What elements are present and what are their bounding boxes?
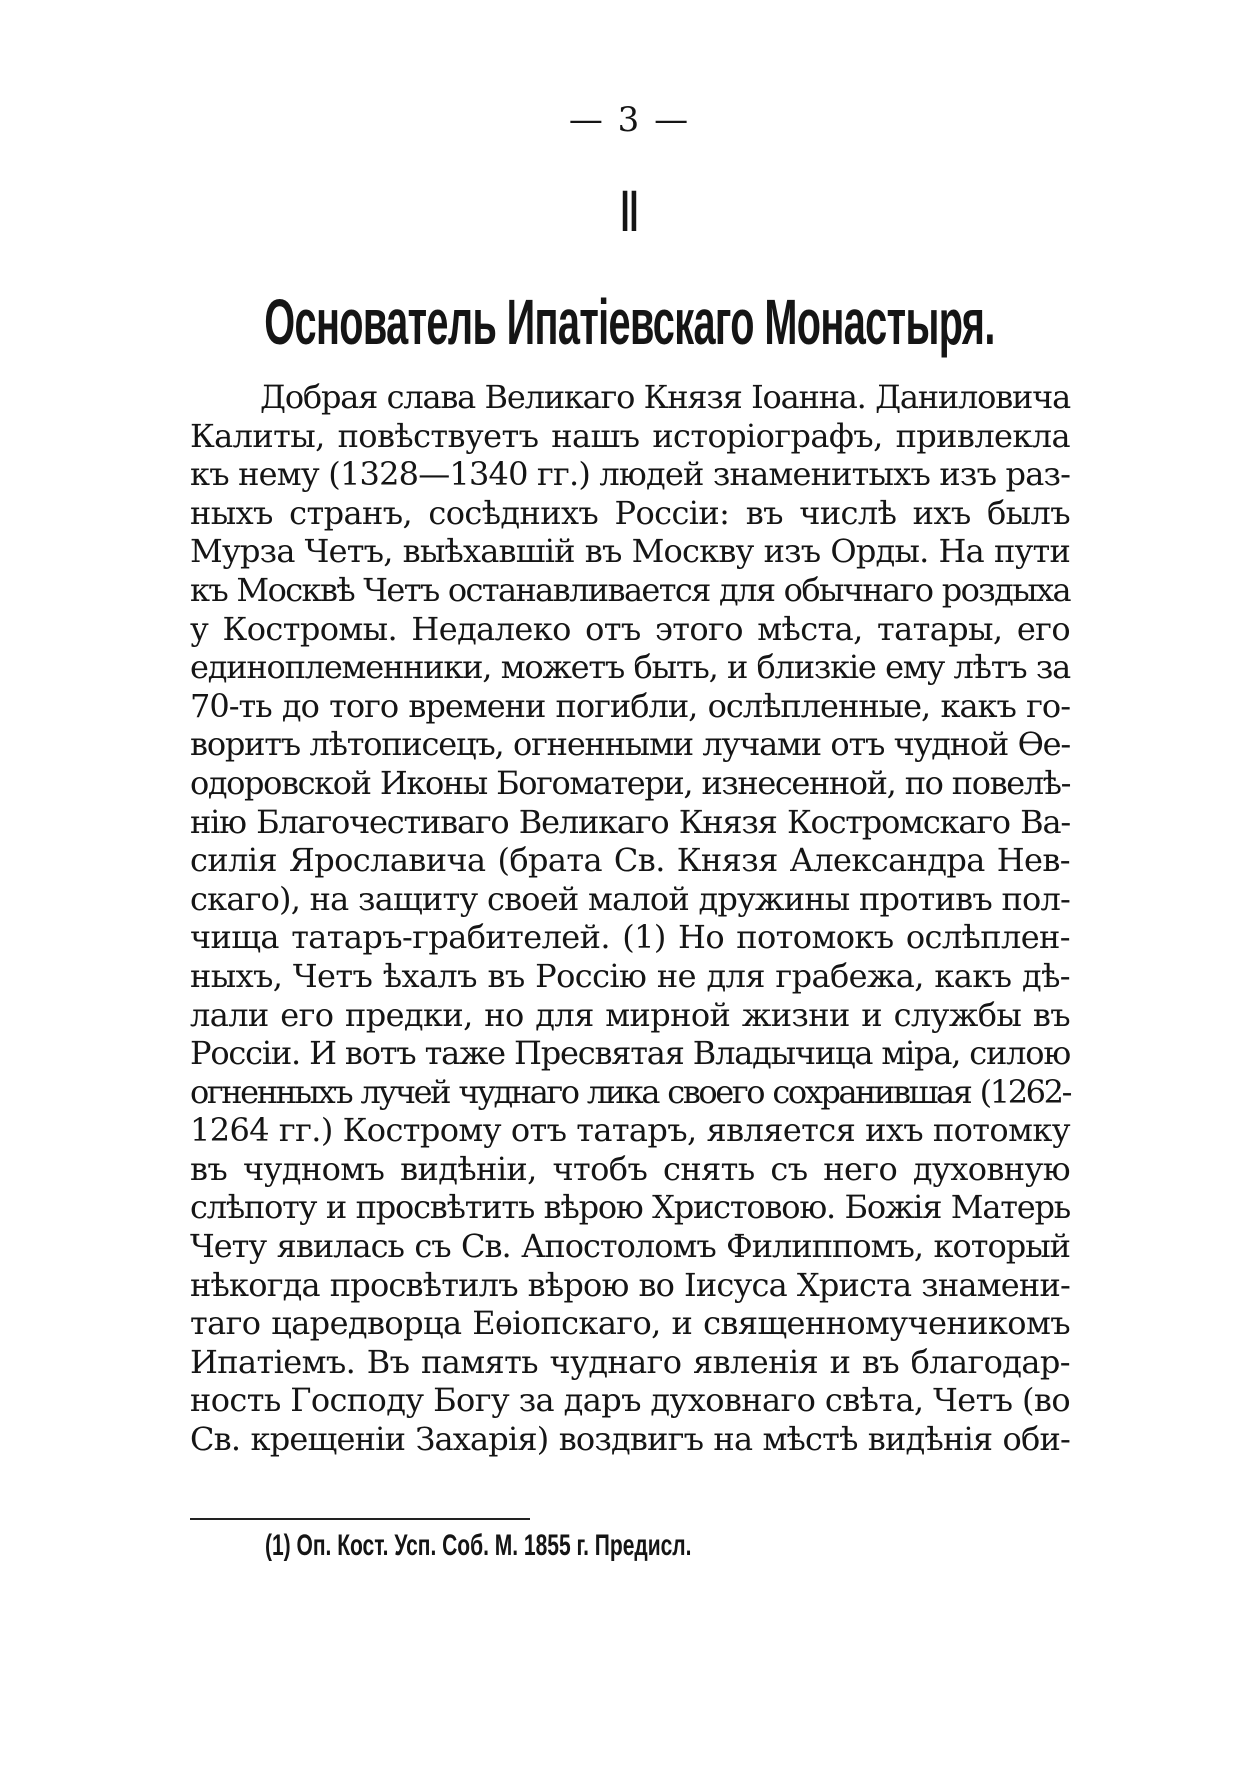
text-line: слѣпоту и просвѣтить вѣрою Христовою. Божія Матерь — [190, 1188, 1070, 1227]
text-line: ныхъ, Четъ ѣхалъ въ Россію не для грабежа, какъ дѣ- — [190, 956, 1070, 995]
footnote-divider — [190, 1518, 530, 1520]
text-line: къ нему (1328—1340 гг.) людей знаменитыхъ изъ раз- — [190, 455, 1071, 494]
text-line: нѣкогда просвѣтилъ вѣрою во Іисуса Христа знамени- — [190, 1265, 1070, 1304]
text-line: лали его предки, но для мирной жизни и службы въ — [190, 995, 1070, 1034]
chapter-numeral: II — [620, 179, 639, 244]
text-line: силія Ярославича (брата Св. Князя Александра Нев- — [190, 841, 1070, 880]
text-line: Россіи. И вотъ таже Пресвятая Владычица міра, силою — [190, 1034, 1070, 1073]
text-line: 1264 гг.) Кострому отъ татаръ, является ихъ потомку — [190, 1111, 1070, 1150]
text-line: скаго), на защиту своей малой дружины противъ пол- — [190, 879, 1070, 918]
text-line: таго царедворца Еѳіопскаго, и священномученикомъ — [190, 1304, 1070, 1343]
text-line: Добрая слава Великаго Князя Іоанна. Даниловича — [260, 378, 1070, 416]
text-line: воритъ лѣтописецъ, огненными лучами отъ чудной Ѳе- — [190, 725, 1070, 764]
text-line: Калиты, повѣствуетъ нашъ исторіографъ, привлекла — [190, 416, 1070, 455]
text-line: ныхъ странъ, сосѣднихъ Россіи: въ числѣ ихъ былъ — [190, 493, 1070, 532]
text-line: одоровской Иконы Богоматери, изнесенной, по повелѣ- — [190, 763, 1070, 802]
text-line: единоплеменники, можетъ быть, и близкіе ему лѣтъ за — [190, 648, 1070, 687]
text-line: 70-ть до того времени погибли, ослѣпленные, какъ го- — [190, 686, 1070, 725]
text-line: чища татаръ-грабителей. (1) Но потомокъ ослѣплен- — [190, 918, 1070, 957]
text-line: у Костромы. Недалеко отъ этого мѣста, татары, его — [190, 609, 1070, 648]
text-line: Св. крещеніи Захарія) воздвигъ на мѣстѣ видѣнія оби- — [190, 1420, 1070, 1459]
text-line: Чету явилась съ Св. Апостоломъ Филиппомъ, который — [190, 1227, 1070, 1266]
body-text — [190, 378, 1070, 1459]
text-line: въ чудномъ видѣніи, чтобъ снять съ него духовную — [190, 1149, 1070, 1188]
text-line: Мурза Четъ, выѣхавшій въ Москву изъ Орды. На пути — [190, 532, 1070, 571]
text-line: Ипатіемъ. Въ память чуднаго явленія и въ благодар- — [190, 1342, 1070, 1381]
page-number: — 3 — — [568, 100, 691, 140]
text-line: ность Господу Богу за даръ духовнаго свѣта, Четъ (во — [190, 1381, 1070, 1420]
text-line: къ Москвѣ Четъ останавливается для обычнаго роздыха — [190, 570, 1070, 609]
text-line: огненныхъ лучей чуднаго лика своего сохранившая (1262- — [190, 1072, 1070, 1111]
chapter-title: Основатель Ипатіевскаго Монастыря. — [264, 286, 995, 358]
footnote: (1) Оп. Кост. Усп. Соб. М. 1855 г. Предисл. — [265, 1529, 692, 1562]
text-line: нію Благочестиваго Великаго Князя Костромскаго Ва- — [190, 802, 1070, 841]
